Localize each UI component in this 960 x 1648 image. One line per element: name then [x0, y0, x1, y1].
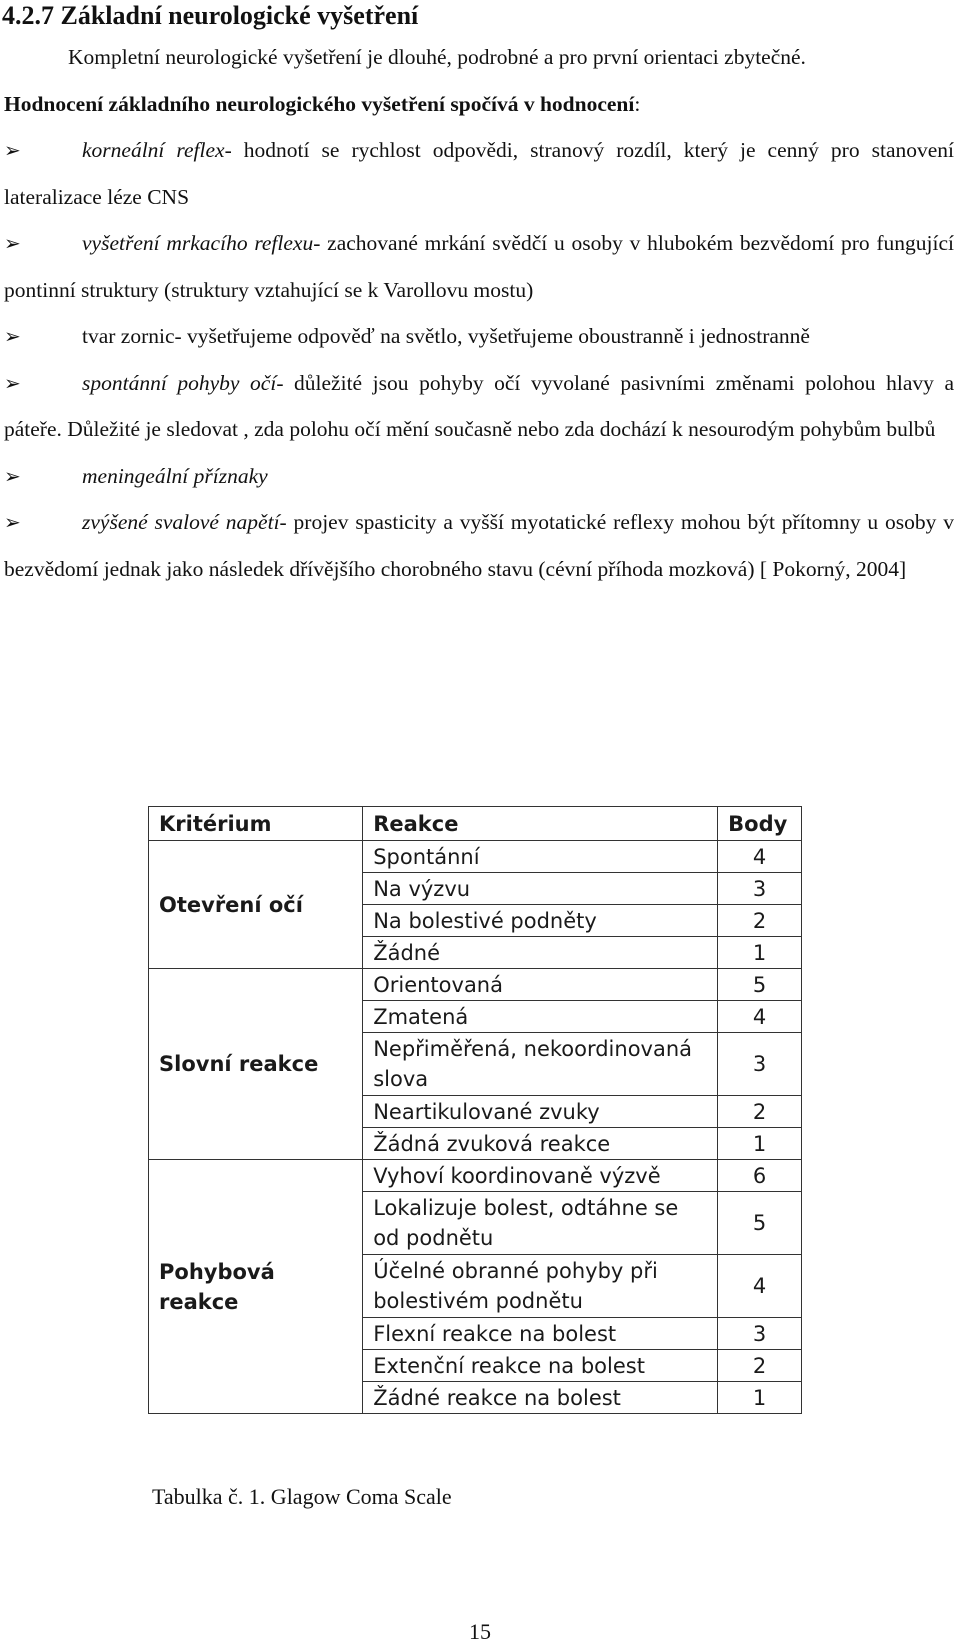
points-cell: 1: [718, 937, 802, 969]
bullet-text: - důležité jsou pohyby očí vyvolané pasivními změnami polohou hlavy a páteře. Důležité je sledovat , zda polohu očí mění současně nebo zda dochází k nesourodým pohybům bulbů: [4, 370, 954, 441]
bullet-text: tvar zornic- vyšetřujeme odpověď na světlo, vyšetřujeme oboustranně i jednostranně: [82, 324, 810, 348]
arrow-bullet-icon: ➢: [4, 138, 21, 162]
table-row: [149, 841, 802, 873]
reaction-cell: Neartikulované zvuky: [363, 1096, 718, 1128]
arrow-bullet-icon: ➢: [4, 463, 21, 488]
criterion-motor-response: Pohybová reakce: [149, 1160, 363, 1414]
lead-sentence: [4, 81, 954, 128]
reaction-cell: Žádná zvuková reakce: [363, 1128, 718, 1160]
bullet-item-muscle-tone: [4, 499, 954, 592]
bullet-item-blink: [4, 220, 954, 313]
arrow-bullet-icon: ➢: [4, 231, 21, 255]
points-cell: 4: [718, 1255, 802, 1318]
bullet-term: korneální reflex: [82, 138, 225, 162]
glasgow-coma-scale-table: [148, 806, 802, 1414]
intro-paragraph: Kompletní neurologické vyšetření je dlouhé, podrobné a pro první orientaci zbytečné.: [68, 45, 806, 69]
bullet-item-pupils: [4, 313, 954, 360]
header-reaction: Reakce: [363, 807, 718, 841]
bullet-text: - zachované mrkání svědčí u osoby v hlubokém bezvědomí pro fungující pontinní struktury (struktury vztahující se k Varollovu mostu): [4, 231, 955, 302]
reaction-cell: Extenční reakce na bolest: [363, 1350, 718, 1382]
criterion-verbal-response: Slovní reakce: [149, 969, 363, 1160]
bullet-item-eye-movements: [4, 360, 954, 453]
reaction-cell: Lokalizuje bolest, odtáhne se od podnětu: [363, 1192, 718, 1255]
points-cell: 4: [718, 841, 802, 873]
section-heading: 4.2.7 Základní neurologické vyšetření: [2, 1, 419, 30]
reaction-cell: Na výzvu: [363, 873, 718, 905]
points-cell: 5: [718, 969, 802, 1001]
bullet-item-corneal: [4, 127, 954, 220]
reaction-cell: Orientovaná: [363, 969, 718, 1001]
points-cell: 1: [718, 1382, 802, 1414]
points-cell: 1: [718, 1128, 802, 1160]
header-criterion: Kritérium: [149, 807, 363, 841]
reaction-cell: Nepřiměřená, nekoordinovaná slova: [363, 1033, 718, 1096]
reaction-cell: Zmatená: [363, 1001, 718, 1033]
criterion-eye-opening: Otevření očí: [149, 841, 363, 969]
lead-bold-text: Hodnocení základního neurologického vyšetření spočívá v hodnocení: [4, 91, 635, 116]
table-caption: Tabulka č. 1. Glagow Coma Scale: [152, 1484, 452, 1509]
points-cell: 6: [718, 1160, 802, 1192]
points-cell: 3: [718, 1318, 802, 1350]
reaction-cell: Na bolestivé podněty: [363, 905, 718, 937]
reaction-cell: Žádné: [363, 937, 718, 969]
reaction-cell: Vyhoví koordinovaně výzvě: [363, 1160, 718, 1192]
bullet-term: vyšetření mrkacího reflexu: [82, 231, 314, 255]
bullet-term: spontánní pohyby očí: [82, 370, 277, 395]
header-points: Body: [718, 807, 802, 841]
reaction-cell: Účelné obranné pohyby při bolestivém podnětu: [363, 1255, 718, 1318]
lead-colon: :: [634, 91, 641, 116]
reaction-cell: Žádné reakce na bolest: [363, 1382, 718, 1414]
points-cell: 2: [718, 905, 802, 937]
page-number: 15: [469, 1619, 491, 1644]
points-cell: 3: [718, 873, 802, 905]
points-cell: 4: [718, 1001, 802, 1033]
body-text: [4, 34, 954, 592]
bullet-term: zvýšené svalové napětí: [82, 510, 280, 534]
bullet-text: - projev spasticity a vyšší myotatické reflexy mohou být přítomny u osoby v bezvědomí jednak jako následek dřívějšího chorobného stavu (cévní příhoda mozková) [ Pokorný, 2004]: [4, 510, 954, 581]
bullet-term: meningeální příznaky: [82, 463, 268, 488]
points-cell: 5: [718, 1192, 802, 1255]
points-cell: 3: [718, 1033, 802, 1096]
reaction-cell: Spontánní: [363, 841, 718, 873]
arrow-bullet-icon: ➢: [4, 510, 21, 534]
points-cell: 2: [718, 1096, 802, 1128]
bullet-text: - hodnotí se rychlost odpovědi, stranový rozdíl, který je cenný pro stanovení lateralizace léze CNS: [4, 138, 954, 209]
table-header-row: [149, 807, 802, 841]
bullet-item-meningeal: [4, 453, 954, 500]
table-row: [149, 1160, 802, 1192]
table-row: [149, 969, 802, 1001]
arrow-bullet-icon: ➢: [4, 324, 21, 348]
reaction-cell: Flexní reakce na bolest: [363, 1318, 718, 1350]
points-cell: 2: [718, 1350, 802, 1382]
arrow-bullet-icon: ➢: [4, 370, 21, 395]
